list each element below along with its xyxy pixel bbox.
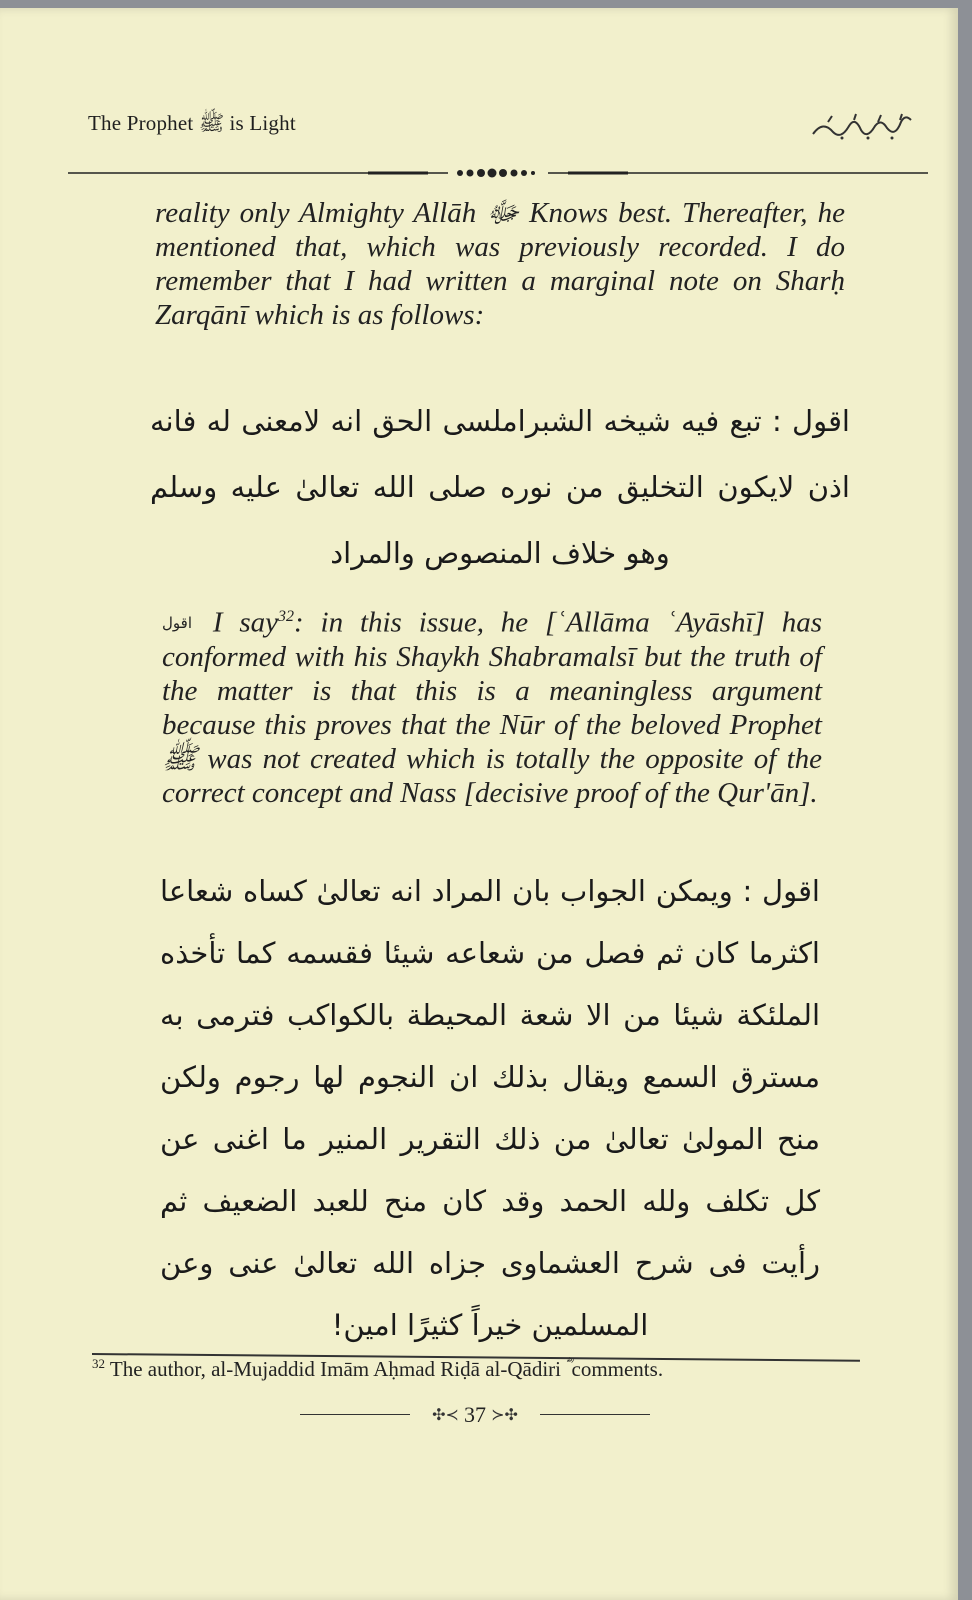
page-number: 37 <box>464 1402 486 1427</box>
footnote-text: The author, al-Mujaddid Imām Aḥmad Riḍā al-Qādiri ؓ comments. <box>109 1357 664 1381</box>
page-number-ornament <box>300 1400 650 1430</box>
paragraph-translation <box>162 600 822 810</box>
ornament-right-line <box>540 1414 650 1415</box>
i-say-lead: I say <box>212 606 279 639</box>
running-header <box>88 104 918 144</box>
ornament-left-icon: ✣≺ <box>432 1405 459 1424</box>
ornament-right-icon: ≻✣ <box>491 1405 518 1424</box>
running-title: The Prophet ﷺ is Light <box>88 111 296 135</box>
paragraph-continuation: reality only Almighty Allāh ﷻ Knows best. Thereafter, he mentioned that, which was previously recorded. I do remember that I had written a marginal note on Sharḥ Zarqānī which is as follows: <box>155 197 845 331</box>
footnote-number: 32 <box>92 1356 105 1371</box>
footnote <box>92 1356 872 1382</box>
arabic-quote-2: اقول : ویمکن الجواب بان المراد انه تعالیٰ کساه شعاعا اکثرما کان ثم فصل من شعاعه شیئا فقسمه کما تأخذه الملئکة شیئا من الا شعة المحیطة بالکواکب فترمی به مسترق السمع ویقال بذلك ان النجوم لها رجوم ولکن منح المولیٰ تعالیٰ من ذلك التقریر المنیر ما اغنی عن کل تکلف ولله الحمد وقد کان منح للعبد الضعیف ثم رأیت فی شرح العشماوی جزاه الله تعالیٰ عنی وعن المسلمین خیراً کثیرًا امین! <box>160 874 820 1342</box>
translation-text: : in this issue, he [ʿAllāma ʿAyāshī] has conformed with his Shaykh Shabramalsī but the truth of the matter is that this is a meaningless argument because this proves that the Nūr of the beloved Prophet ﷺ was not created which is totally the opposite of the correct concept and Nass [decisive proof of the Qur'ān]. <box>162 606 822 809</box>
arabic-quote-1: اقول : تبع فيه شيخه الشبراملسی الحق انه لامعنی له فانه اذن لایکون التخلیق من نوره صلی الله تعالیٰ علیه وسلم وهو خلاف المنصوص والمراد <box>150 404 850 570</box>
arabic-marker: اقول <box>162 613 192 632</box>
footnote-reference[interactable]: 32 <box>278 608 295 625</box>
calligraphy-logo <box>808 112 918 142</box>
header-ornamental-rule <box>68 166 928 180</box>
book-page <box>0 8 958 1600</box>
ornament-left-line <box>300 1414 410 1415</box>
